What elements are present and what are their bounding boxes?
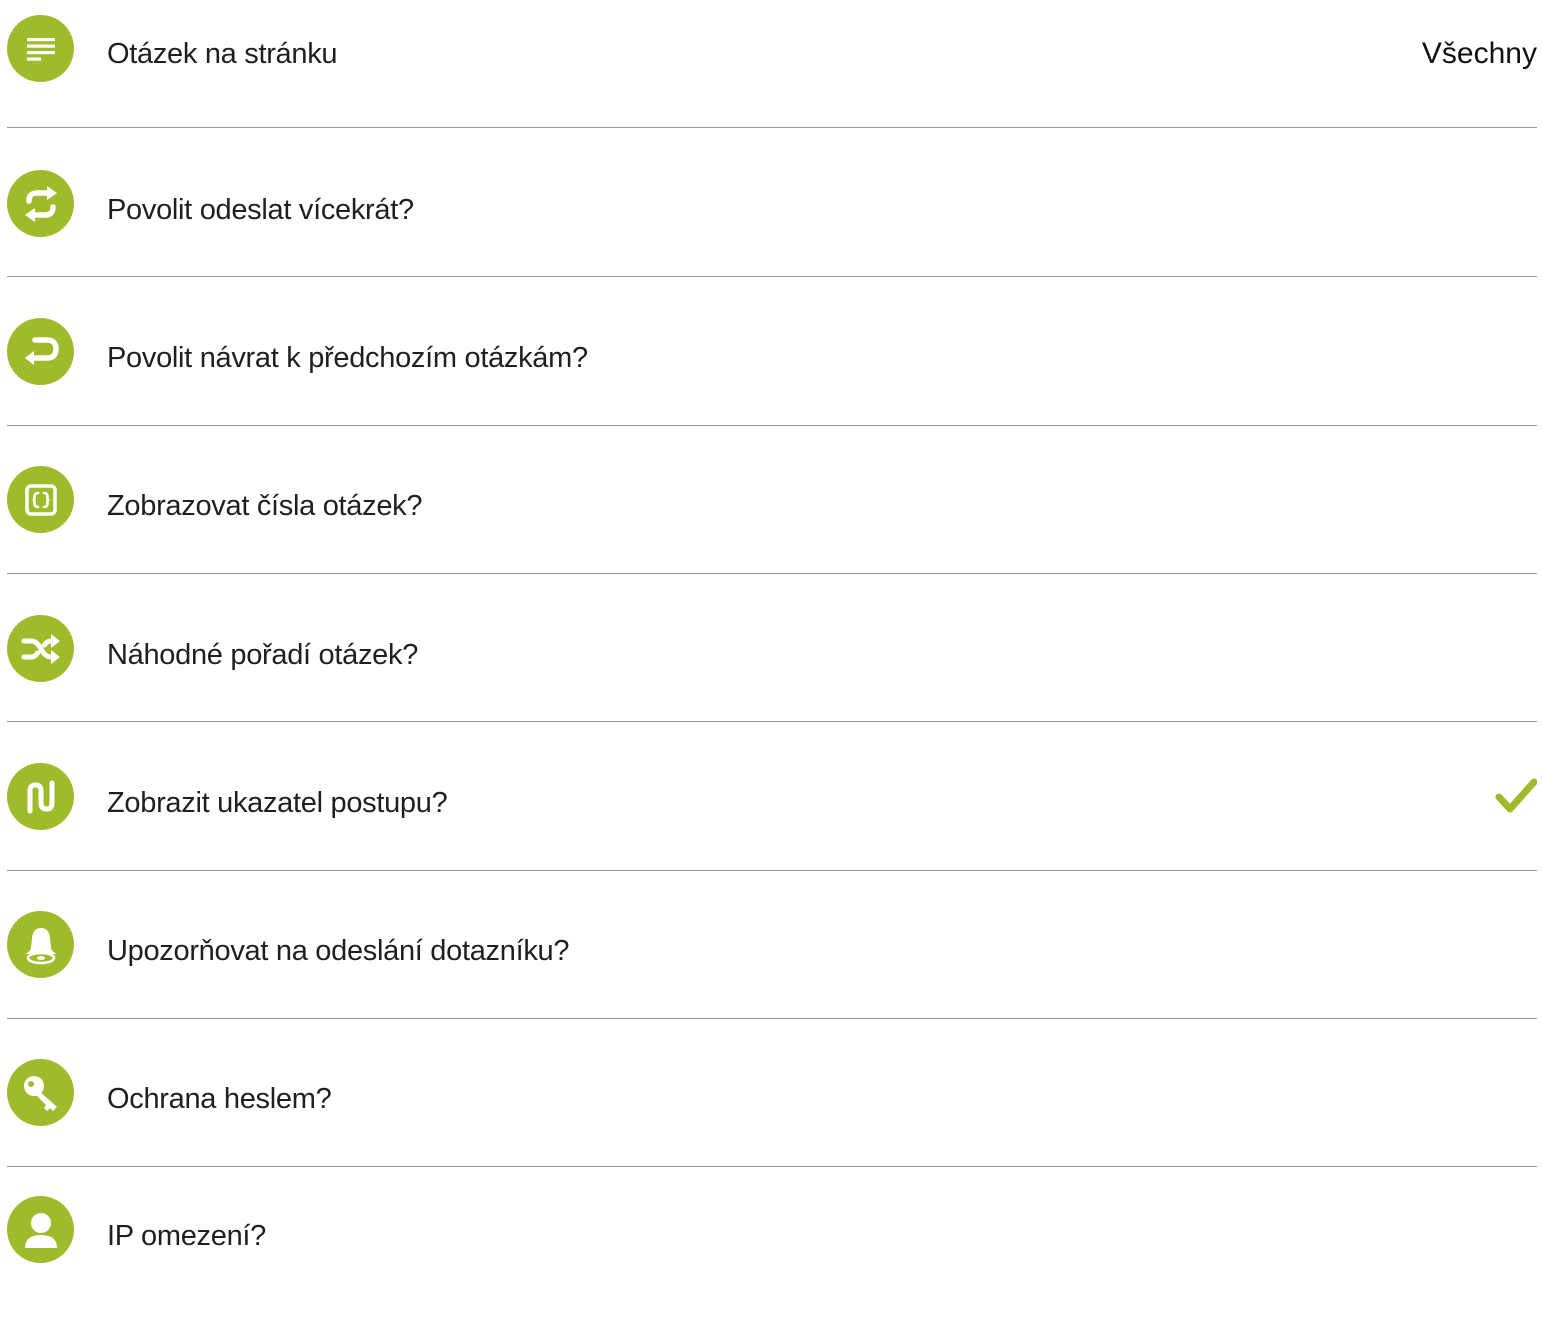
row-divider xyxy=(7,127,1537,128)
questions-per-page-value[interactable]: Všechny xyxy=(1421,37,1537,70)
row-divider xyxy=(7,276,1537,277)
list-lines-icon xyxy=(7,15,74,82)
setting-label: Zobrazovat čísla otázek? xyxy=(107,490,423,522)
setting-label: Upozorňovat na odeslání dotazníku? xyxy=(107,935,570,967)
shuffle-icon xyxy=(7,615,74,682)
row-divider xyxy=(7,870,1537,871)
setting-label: IP omezení? xyxy=(107,1220,266,1252)
setting-row-allow-multiple-submissions[interactable] xyxy=(0,148,1537,296)
row-divider xyxy=(7,721,1537,722)
key-icon xyxy=(7,1059,74,1126)
setting-row-random-order[interactable] xyxy=(0,593,1537,741)
setting-label: Povolit odeslat vícekrát? xyxy=(107,194,414,226)
braces-frame-icon xyxy=(7,466,74,533)
checkmark-icon[interactable] xyxy=(1495,778,1537,814)
bell-icon xyxy=(7,911,74,978)
setting-row-notify-on-submit[interactable] xyxy=(0,889,1537,1037)
setting-row-questions-per-page[interactable] xyxy=(0,0,1537,148)
progress-path-icon xyxy=(7,763,74,830)
row-divider xyxy=(7,1166,1537,1167)
setting-row-password-protection[interactable] xyxy=(0,1037,1537,1185)
setting-label: Zobrazit ukazatel postupu? xyxy=(107,787,448,819)
setting-label: Otázek na stránku xyxy=(107,38,338,70)
user-icon xyxy=(7,1196,74,1263)
setting-row-show-progress[interactable] xyxy=(0,741,1537,889)
setting-label: Povolit návrat k předchozím otázkám? xyxy=(107,342,588,374)
row-divider xyxy=(7,425,1537,426)
setting-row-allow-return[interactable] xyxy=(0,296,1537,444)
row-divider xyxy=(7,573,1537,574)
row-divider xyxy=(7,1018,1537,1019)
repeat-arrows-icon xyxy=(7,170,74,237)
return-arrow-icon xyxy=(7,318,74,385)
setting-label: Ochrana heslem? xyxy=(107,1083,332,1115)
setting-label: Náhodné pořadí otázek? xyxy=(107,639,419,671)
setting-row-ip-restriction[interactable] xyxy=(0,1186,1537,1334)
setting-row-show-question-numbers[interactable] xyxy=(0,444,1537,592)
